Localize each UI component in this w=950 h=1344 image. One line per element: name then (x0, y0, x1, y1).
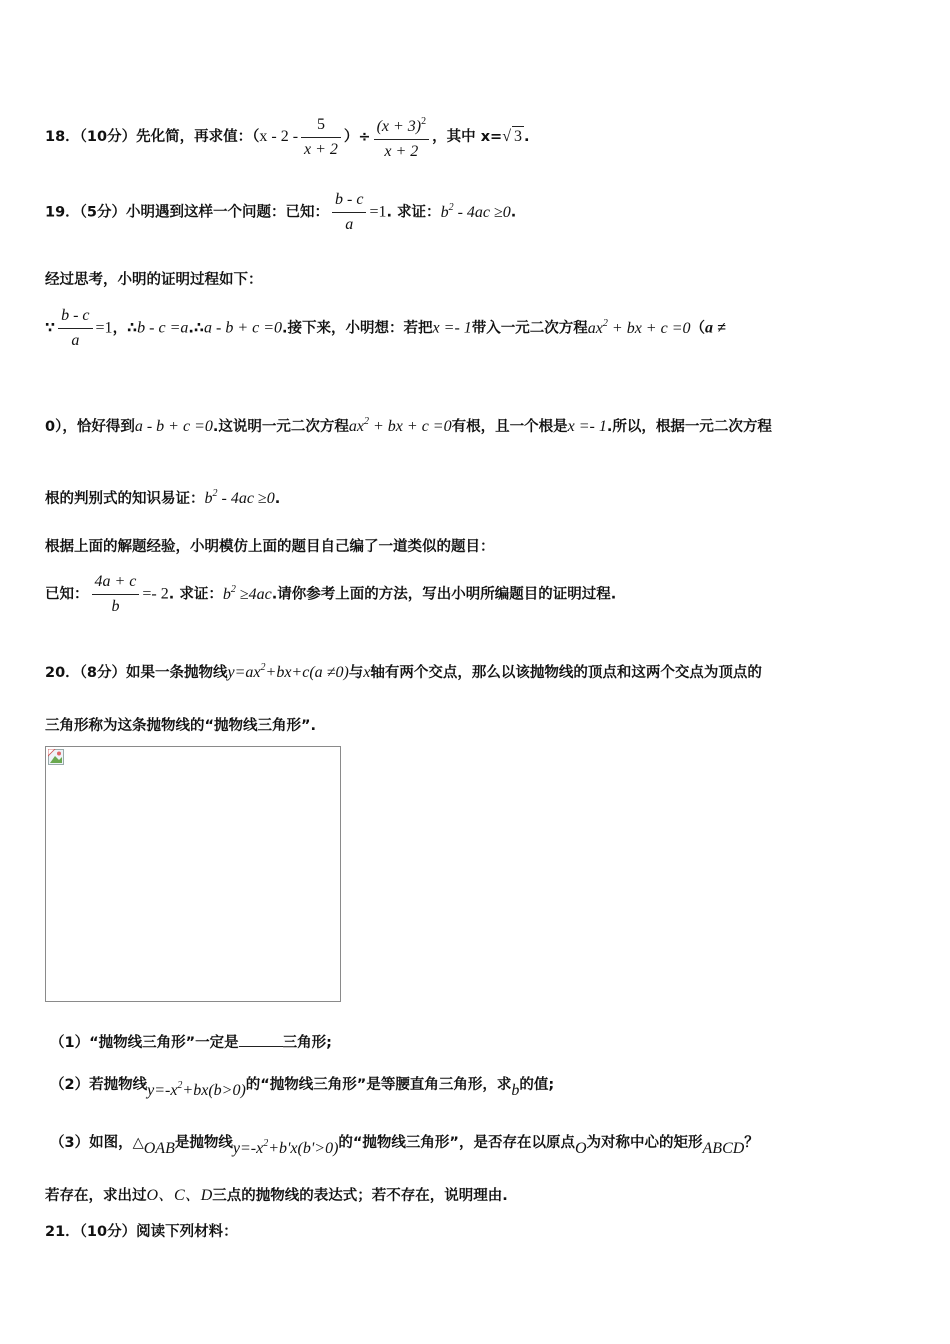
inequality: $b^2 - 4ac \ge 0$ (440, 201, 511, 221)
paragraph-zero: 0），恰好得到a - b + c =0.这说明一元二次方程$ax^2$ + bx + c =0有根，且一个根是x =- 1.所以，根据一元二次方程 (45, 416, 772, 435)
paragraph-known: 已知： $\frac{4a + c}{b}$ =- 2. 求证：$b^2 \ge 4ac$.请你参考上面的方法，写出小明所编题目的证明过程. (45, 573, 617, 615)
paragraph-think: 经过思考，小明的证明过程如下： (45, 272, 263, 288)
sub-question-1: （1）“抛物线三角形”一定是 三角形; (50, 1032, 332, 1053)
math-expr: x - 2 - (259, 128, 299, 145)
paragraph-based: 根据上面的解题经验，小明模仿上面的题目自己编了一道类似的题目： (45, 539, 495, 555)
paragraph-root: 根的判别式的知识易证：$b^2 - 4ac \ge 0$. (45, 488, 281, 507)
question-21: 21．（10分）阅读下列材料： (45, 1224, 238, 1240)
question-19: 19．（5分）小明遇到这样一个问题：已知： $\frac{b - c}{a}$ =1. 求证：$b^2 - 4ac \ge 0$. (45, 191, 517, 233)
sub-question-2: （2）若抛物线$y=-x^2+bx(b>0)$的“抛物线三角形”是等腰直角三角形，求b的值; (50, 1077, 555, 1099)
paragraph-exist: 若存在，求出过O、C、D三点的抛物线的表达式；若不存在，说明理由. (45, 1187, 508, 1204)
paragraph-because: ∵ $\frac{b - c}{a}$ =1，∴b - c =a.∴a - b + c =0.接下来，小明想：若把x =- 1带入一元二次方程$ax^2$ + bx + c =0（a ≠ (45, 307, 726, 349)
fraction: $\frac{4a + c}{b}$ (92, 572, 140, 617)
question-18: 18．（10分）先化简，再求值：（x - 2 - $\frac{5}{x + 2}$ ）÷ $\frac{(x + 3)^2}{x + 2}$ ，其中 x=√ 3 . (45, 112, 530, 162)
question-20: 20．（8分）如果一条抛物线$y=ax^2+bx+c(a \ne 0)$与x轴有两个交点，那么以该抛物线的顶点和这两个交点为顶点的 (45, 662, 762, 681)
fraction: $\frac{b - c}{a}$ (58, 306, 92, 351)
sub-question-3: （3）如图，△OAB是抛物线$y=-x^2+b'x(b'>0)$的“抛物线三角形”，是否存在以原点O为对称中心的矩形ABCD？ (50, 1135, 759, 1157)
answer-blank[interactable] (239, 1032, 283, 1047)
question-20-line2: 三角形称为这条抛物线的“抛物线三角形”. (45, 718, 317, 734)
fraction: $\frac{b - c}{a}$ (332, 190, 366, 235)
sqrt-expr: √ 3 (502, 128, 522, 145)
fraction: $\frac{(x + 3)^2}{x + 2}$ (374, 112, 430, 162)
broken-image-icon (48, 749, 64, 765)
figure-image (45, 746, 341, 1002)
fraction: $\frac{5}{x + 2}$ (301, 115, 341, 160)
